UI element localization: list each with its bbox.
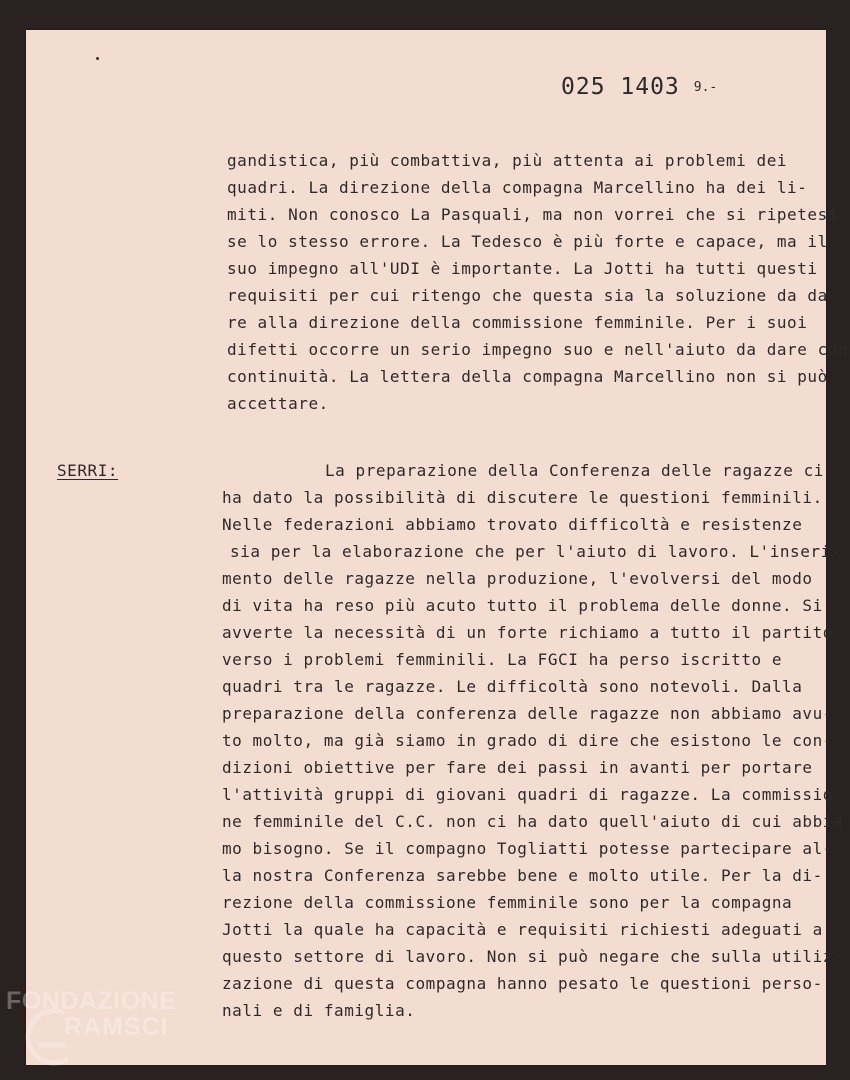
speaker-label: SERRI: [57, 461, 119, 480]
text-line: requisiti per cui ritengo che questa sia la soluzione da da- [227, 286, 838, 305]
text-line: Nelle federazioni abbiamo trovato difficoltà e resistenze [222, 515, 803, 534]
svg-text:RAMSCI: RAMSCI [64, 1013, 169, 1041]
text-line: quadri. La direzione della compagna Marcellino ha dei li- [227, 178, 808, 197]
text-line: gandistica, più combattiva, più attenta ai problemi dei [227, 151, 788, 170]
text-line: quadri tra le ragazze. Le difficoltà sono notevoli. Dalla [222, 677, 803, 696]
reference-number: 025 1403 [561, 74, 680, 100]
text-line: suo impegno all'UDI è importante. La Jotti ha tutti questi [227, 259, 818, 278]
text-line: verso i problemi femminili. La FGCI ha perso iscritto e [222, 650, 783, 669]
text-line: dizioni obiettive per fare dei passi in avanti per portare [222, 758, 813, 777]
text-line: ne femminile del C.C. non ci ha dato quell'aiuto di cui abbia [222, 812, 844, 831]
text-line: miti. Non conosco La Pasquali, ma non vorrei che si ripetes$ [227, 205, 838, 224]
text-line: to molto, ma già siamo in grado di dire che esistono le con- [222, 731, 833, 750]
text-line: preparazione della conferenza delle ragazze non abbiamo avu- [222, 704, 833, 723]
text-line: zazione di questa compagna hanno pesato le questioni perso- [222, 974, 823, 993]
archive-reference [561, 74, 717, 100]
text-line: di vita ha reso più acuto tutto il problema delle donne. Si [222, 596, 823, 615]
text-line: difetti occorre un serio impegno suo e nell'aiuto da dare con [227, 340, 849, 359]
text-line: questo settore di lavoro. Non si può negare che sulla utiliz- [222, 947, 844, 966]
text-line: continuità. La lettera della compagna Marcellino non si può [227, 367, 828, 386]
text-line: nali e di famiglia. [222, 1001, 416, 1020]
text-line: ha dato la possibilità di discutere le questioni femminili. [222, 488, 823, 507]
text-line: mento delle ragazze nella produzione, l'evolversi del modo [222, 569, 813, 588]
page-label: 9.- [693, 80, 718, 95]
text-line: la nostra Conferenza sarebbe bene e molto utile. Per la di- [222, 866, 823, 885]
text-line: sia per la elaborazione che per l'aiuto di lavoro. L'inseri- [230, 542, 841, 561]
text-line: mo bisogno. Se il compagno Togliatti potesse partecipare al- [222, 839, 833, 858]
text-line: re alla direzione della commissione femminile. Per i suoi [227, 313, 808, 332]
text-line: Jotti la quale ha capacità e requisiti richiesti adeguati a [222, 920, 823, 939]
text-line: se lo stesso errore. La Tedesco è più forte e capace, ma il [227, 232, 828, 251]
text-line: l'attività gruppi di giovani quadri di ragazze. La commissio- [222, 785, 844, 804]
text-line: rezione della commissione femminile sono per la compagna [222, 893, 793, 912]
paper-speck [96, 57, 99, 60]
text-line: La preparazione della Conferenza delle ragazze ci [325, 461, 824, 480]
text-line: avverte la necessità di un forte richiamo a tutto il partito [222, 623, 833, 642]
text-line: accettare. [227, 394, 329, 413]
svg-text:FONDAZIONE: FONDAZIONE [6, 987, 177, 1015]
fondazione-gramsci-watermark-logo [6, 985, 226, 1075]
